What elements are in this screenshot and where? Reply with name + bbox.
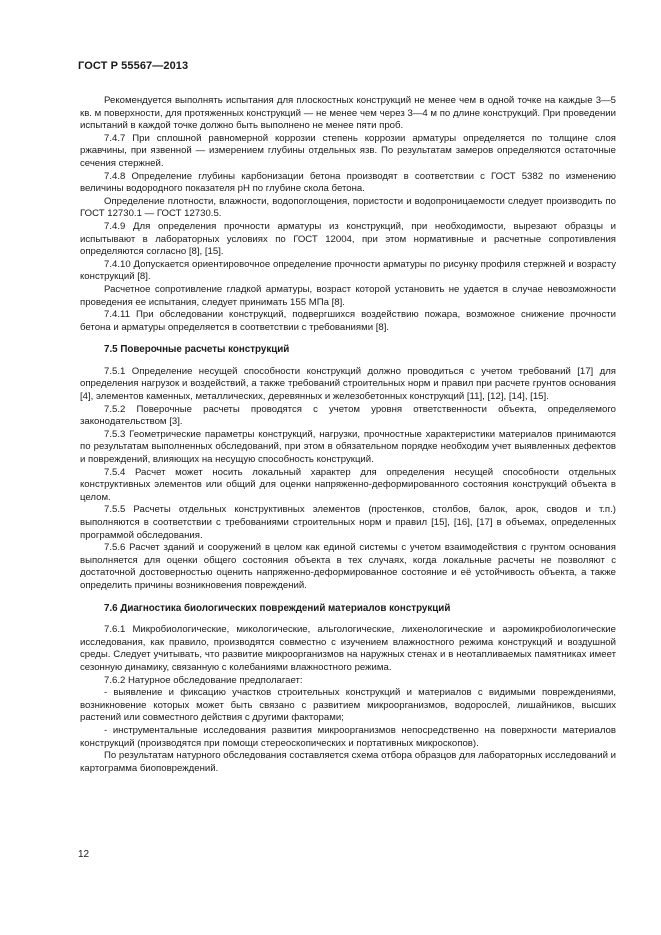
paragraph-7-5-4: 7.5.4 Расчет может носить локальный характер для определения несущей способности отдельных конструктивных элементов или общий для оценки напряженно-деформированного состояния конструкций объекта в целом. <box>80 466 616 503</box>
paragraph-7-5-3: 7.5.3 Геометрические параметры конструкций, нагрузки, прочностные характеристики материалов принимаются по результатам выполненных обследований, при этом в обязательном порядке необходим учет выявленных дефектов и повреждений, влияющих на несущую способность конструкций. <box>80 428 616 466</box>
paragraph: Расчетное сопротивление гладкой арматуры, возраст которой установить не удается в случае невозможности проведения ее испытания, следует принимать 155 МПа [8]. <box>80 283 616 308</box>
paragraph-7-5-2: 7.5.2 Поверочные расчеты проводятся с учетом уровня ответственности объекта, определяемого законодательством [3]. <box>80 403 616 428</box>
paragraph-7-6-2: 7.6.2 Натурное обследование предполагает: <box>104 674 303 686</box>
paragraph-7-4-8: 7.4.8 Определение глубины карбонизации бетона производят в соответствии с ГОСТ 5382 по изменению величины водородного показателя pH по глубине скола бетона. <box>80 170 616 195</box>
list-item: - выявление и фиксацию участков строительных конструкций и материалов с видимыми повреждениями, возникновение которых может быть связано с развитием микроорганизмов, водорослей, лишайников, высших растений или совместного действия с другими факторами; <box>80 687 616 724</box>
paragraph-7-5-1: 7.5.1 Определение несущей способности конструкций должно проводиться с учетом требований [17] для определения нагрузок и воздействий, а также требований строительных норм и правил при расчете грунтов основания [4], элементов каменных, металлических, деревянных и железобетонных конструкций [11], [12], [14], [15]. <box>80 365 616 403</box>
section-heading-7-6: 7.6 Диагностика биологических повреждений материалов конструкций <box>104 602 451 614</box>
document-body <box>80 95 616 775</box>
paragraph-7-4-11: 7.4.11 При обследовании конструкций, подвергшихся воздействию пожара, возможное снижение прочности бетона и арматуры определяется в соответствии с требованиями [8]. <box>80 309 616 333</box>
paragraph: По результатам натурного обследования составляется схема отбора образцов для лабораторных исследований и картограмма биоповреждений. <box>80 750 616 774</box>
paragraph-7-4-7: 7.4.7 При сплошной равномерной коррозии степень коррозии арматуры определяется по толщине слоя ржавчины, при язвенной — измерением глубины отдельных язв. По результатам замеров определяются остаточные сечения стержней. <box>80 132 616 169</box>
paragraph-7-5-5: 7.5.5 Расчеты отдельных конструктивных элементов (простенков, столбов, балок, арок, сводов и т.п.) выполняются в соответствии с требованиями строительных норм и правил [15], [16], [17] в объемах, определенных программой обследования. <box>80 504 616 541</box>
paragraph: Определение плотности, влажности, водопоглощения, пористости и водопроницаемости следует производить по ГОСТ 12730.1 — ГОСТ 12730.5. <box>80 195 616 220</box>
section-heading-7-5: 7.5 Поверочные расчеты конструкций <box>104 344 290 356</box>
standard-header: ГОСТ Р 55567—2013 <box>78 60 189 72</box>
paragraph: Рекомендуется выполнять испытания для плоскостных конструкций не менее чем в одной точке на каждые 3—5 кв. м поверхности, для протяженных конструкций — не менее чем через 3—4 м по длине конструкций. При проведении испытаний в каждой точке должно быть выполнено не менее пяти проб. <box>80 95 616 132</box>
paragraph-7-4-9: 7.4.9 Для определения прочности арматуры из конструкций, при необходимости, вырезают образцы и испытывают в лабораторных условиях по ГОСТ 12004, при этом нормативные и расчетные сопротивления определяются согласно [8], [15]. <box>80 220 616 258</box>
paragraph-7-4-10: 7.4.10 Допускается ориентировочное определение прочности арматуры по рисунку профиля стержней и возрасту конструкций [8]. <box>80 258 616 283</box>
paragraph-7-5-6: 7.5.6 Расчет зданий и сооружений в целом как единой системы с учетом взаимодействия с грунтом основания выполняется для оценки общего состояния объекта в тех случаях, когда локальные расчеты не позволяют с достаточной достоверностью оценить напряженно-деформированное состояние и её устойчивость объекта, а также определить причины возникновения повреждений. <box>80 542 616 591</box>
list-item: - инструментальные исследования развития микроорганизмов непосредственно на поверхности материалов конструкций (производятся при помощи стереоскопических и портативных микроскопов). <box>80 724 616 749</box>
paragraph-7-6-1: 7.6.1 Микробиологические, микологические, альгологические, лихенологические и аэромикробиологические исследования, как правило, производятся совместно с изучением влажностного режима конструкций и воздушной среды. Следует учитывать, что развитие микроорганизмов на наружных стенах и в неотапливаемых памятниках имеет сезонную динамику, связанную с колебаниями влажностного режима. <box>80 624 616 673</box>
page-number: 12 <box>78 849 90 860</box>
